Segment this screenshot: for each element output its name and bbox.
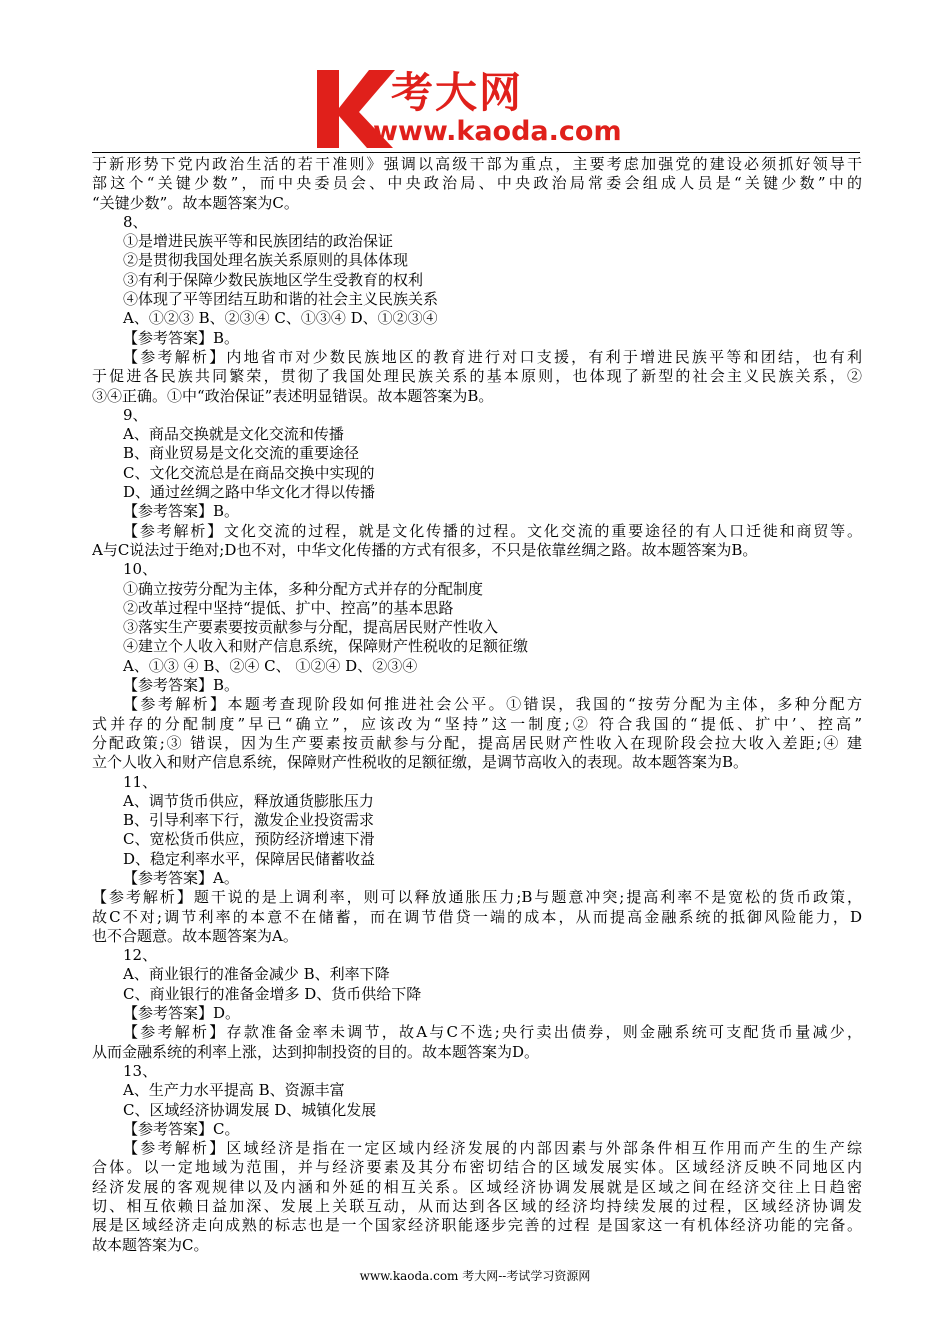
explanation-line: 【参考解析】区域经济是指在一定区域内经济发展的内部因素与外部条件相互作用而产生的生产综 xyxy=(123,1139,862,1158)
option-line: A、商品交换就是文化交流和传播 xyxy=(123,425,344,444)
option-line: C、区域经济协调发展 D、城镇化发展 xyxy=(123,1100,377,1119)
explanation-line: 【参考解析】内地省市对少数民族地区的教育进行对口支援，有利于增进民族平等和团结，也有利 xyxy=(123,347,862,366)
kaoda-logo[interactable] xyxy=(313,68,643,150)
explanation-line: 故C不对;调节利率的本意不在储蓄，而在调节借贷一端的成本，从而提高金融系统的抵御风险能力，D xyxy=(92,907,862,926)
answer-line: 【参考答案】D。 xyxy=(123,1004,241,1023)
question-number: 9、 xyxy=(123,405,148,424)
explanation-line: 也不合题意。故本题答案为A。 xyxy=(92,926,298,945)
option-line: C、文化交流总是在商品交换中实现的 xyxy=(123,463,375,482)
option-line: ③有利于保障少数民族地区学生受教育的权利 xyxy=(123,270,424,289)
text-line: 于新形势下党内政治生活的若干准则》强调以高级干部为重点，主要考虑加强党的建设必须抓好领导干 xyxy=(92,155,862,173)
logo-url-text: www.kaoda.com xyxy=(373,116,622,147)
explanation-line: 合体。以一定地域为范围，并与经济要素及其分布密切结合的区域发展实体。区域经济反映不同地区内 xyxy=(92,1158,862,1177)
explanation-line: 切、相互依赖日益加深、发展上关联互动，从而达到各区域的经济均持续发展的过程，区域经济协调发 xyxy=(92,1197,862,1216)
answer-line: 【参考答案】A。 xyxy=(123,868,239,887)
explanation-line: ③④正确。①中“政治保证”表述明显错误。故本题答案为B。 xyxy=(92,386,494,405)
answer-line: 【参考答案】C。 xyxy=(123,1119,240,1138)
option-line: ③落实生产要素要按贡献参与分配，提高居民财产性收入 xyxy=(123,618,499,637)
option-line: A、商业银行的准备金减少 B、利率下降 xyxy=(123,965,390,984)
explanation-line: 于促进各民族共同繁荣，贯彻了我国处理民族关系的基本原则，也体现了新型的社会主义民族关系，② xyxy=(92,367,862,386)
option-line: C、商业银行的准备金增多 D、货币供给下降 xyxy=(123,984,422,1003)
text-line: 部这个“关键少数”，而中央委员会、中央政治局、中央政治局常委会组成人员是“关键少数”中的 xyxy=(92,174,862,193)
option-line: ①是增进民族平等和民族团结的政治保证 xyxy=(123,232,394,251)
option-line: B、引导利率下行，激发企业投资需求 xyxy=(123,811,375,830)
option-line: B、商业贸易是文化交流的重要途径 xyxy=(123,444,360,463)
answer-line: 【参考答案】B。 xyxy=(123,328,240,347)
explanation-line: 故本题答案为C。 xyxy=(92,1235,209,1254)
option-line: A、调节货币供应，释放通货膨胀压力 xyxy=(123,791,374,810)
question-number: 11、 xyxy=(123,772,158,791)
question-number: 12、 xyxy=(123,946,158,965)
explanation-line: A与C说法过于绝对;D也不对，中华文化传播的方式有很多，不只是依靠丝绸之路。故本题答案为B。 xyxy=(92,540,758,559)
answer-line: 【参考答案】B。 xyxy=(123,676,240,695)
page-footer: www.kaoda.com 考大网--考试学习资源网 xyxy=(359,1269,591,1283)
question-number: 13、 xyxy=(123,1061,158,1080)
document-body xyxy=(92,155,862,1255)
explanation-line: 分配政策;③ 错误，因为生产要素按贡献参与分配，提高居民财产性收入在现阶段会拉大收入差距;④ 建 xyxy=(92,733,862,752)
explanation-line: 【参考解析】本题考查现阶段如何推进社会公平。①错误，我国的“按劳分配为主体，多种分配方 xyxy=(123,695,862,714)
explanation-line: 经济发展的客观规律以及内涵和外延的相互关系。区域经济协调发展就是区域之间在经济交往上日趋密 xyxy=(92,1177,862,1196)
explanation-line: 展是区域经济走向成熟的标志也是一个国家经济职能逐步完善的过程 是国家这一有机体经济功能的完备。 xyxy=(92,1216,862,1235)
option-line: ④建立个人收入和财产信息系统，保障财产性税收的足额征缴 xyxy=(123,637,529,656)
answer-line: 【参考答案】B。 xyxy=(123,502,240,521)
question-number: 8、 xyxy=(123,212,148,231)
question-number: 10、 xyxy=(123,560,158,579)
explanation-line: 从而金融系统的利率上涨，达到抑制投资的目的。故本题答案为D。 xyxy=(92,1042,540,1061)
option-line: D、通过丝绸之路中华文化才得以传播 xyxy=(123,483,376,502)
explanation-line: 【参考解析】题干说的是上调利率，则可以释放通胀压力;B与题意冲突;提高利率不是宽松的货币政策， xyxy=(92,888,862,907)
explanation-line: 【参考解析】文化交流的过程，就是文化传播的过程。文化交流的重要途径的有人口迁徙和商贸等。 xyxy=(123,521,862,540)
choices-line: A、①②③ B、②③④ C、①③④ D、①②③④ xyxy=(123,309,438,328)
option-line: ②改革过程中坚持“提低、扩中、控高”的基本思路 xyxy=(123,598,454,617)
option-line: D、稳定利率水平，保障居民储蓄收益 xyxy=(123,849,376,868)
choices-line: A、①③ ④ B、②④ C、 ①②④ D、②③④ xyxy=(123,656,418,675)
text-line: “关键少数”。故本题答案为C。 xyxy=(92,193,299,212)
explanation-line: 立个人收入和财产信息系统，保障财产性税收的足额征缴，是调节高收入的表现。故本题答案为B。 xyxy=(92,753,749,772)
explanation-line: 【参考解析】存款准备金率未调节，故A与C不选;央行卖出债券，则金融系统可支配货币量减少， xyxy=(123,1023,862,1042)
option-line: ④体现了平等团结互助和谐的社会主义民族关系 xyxy=(123,290,439,309)
header-divider xyxy=(92,152,860,153)
logo-chinese-name: 考大网 xyxy=(391,68,524,117)
option-line: A、生产力水平提高 B、资源丰富 xyxy=(123,1081,345,1100)
option-line: C、宽松货币供应，预防经济增速下滑 xyxy=(123,830,375,849)
option-line: ①确立按劳分配为主体，多种分配方式并存的分配制度 xyxy=(123,579,484,598)
explanation-line: 式并存的分配制度”早已“确立”，应该改为“坚持”这一制度;② 符合我国的“提低、扩中’、控高” xyxy=(92,714,862,733)
option-line: ②是贯彻我国处理名族关系原则的具体体现 xyxy=(123,251,409,270)
